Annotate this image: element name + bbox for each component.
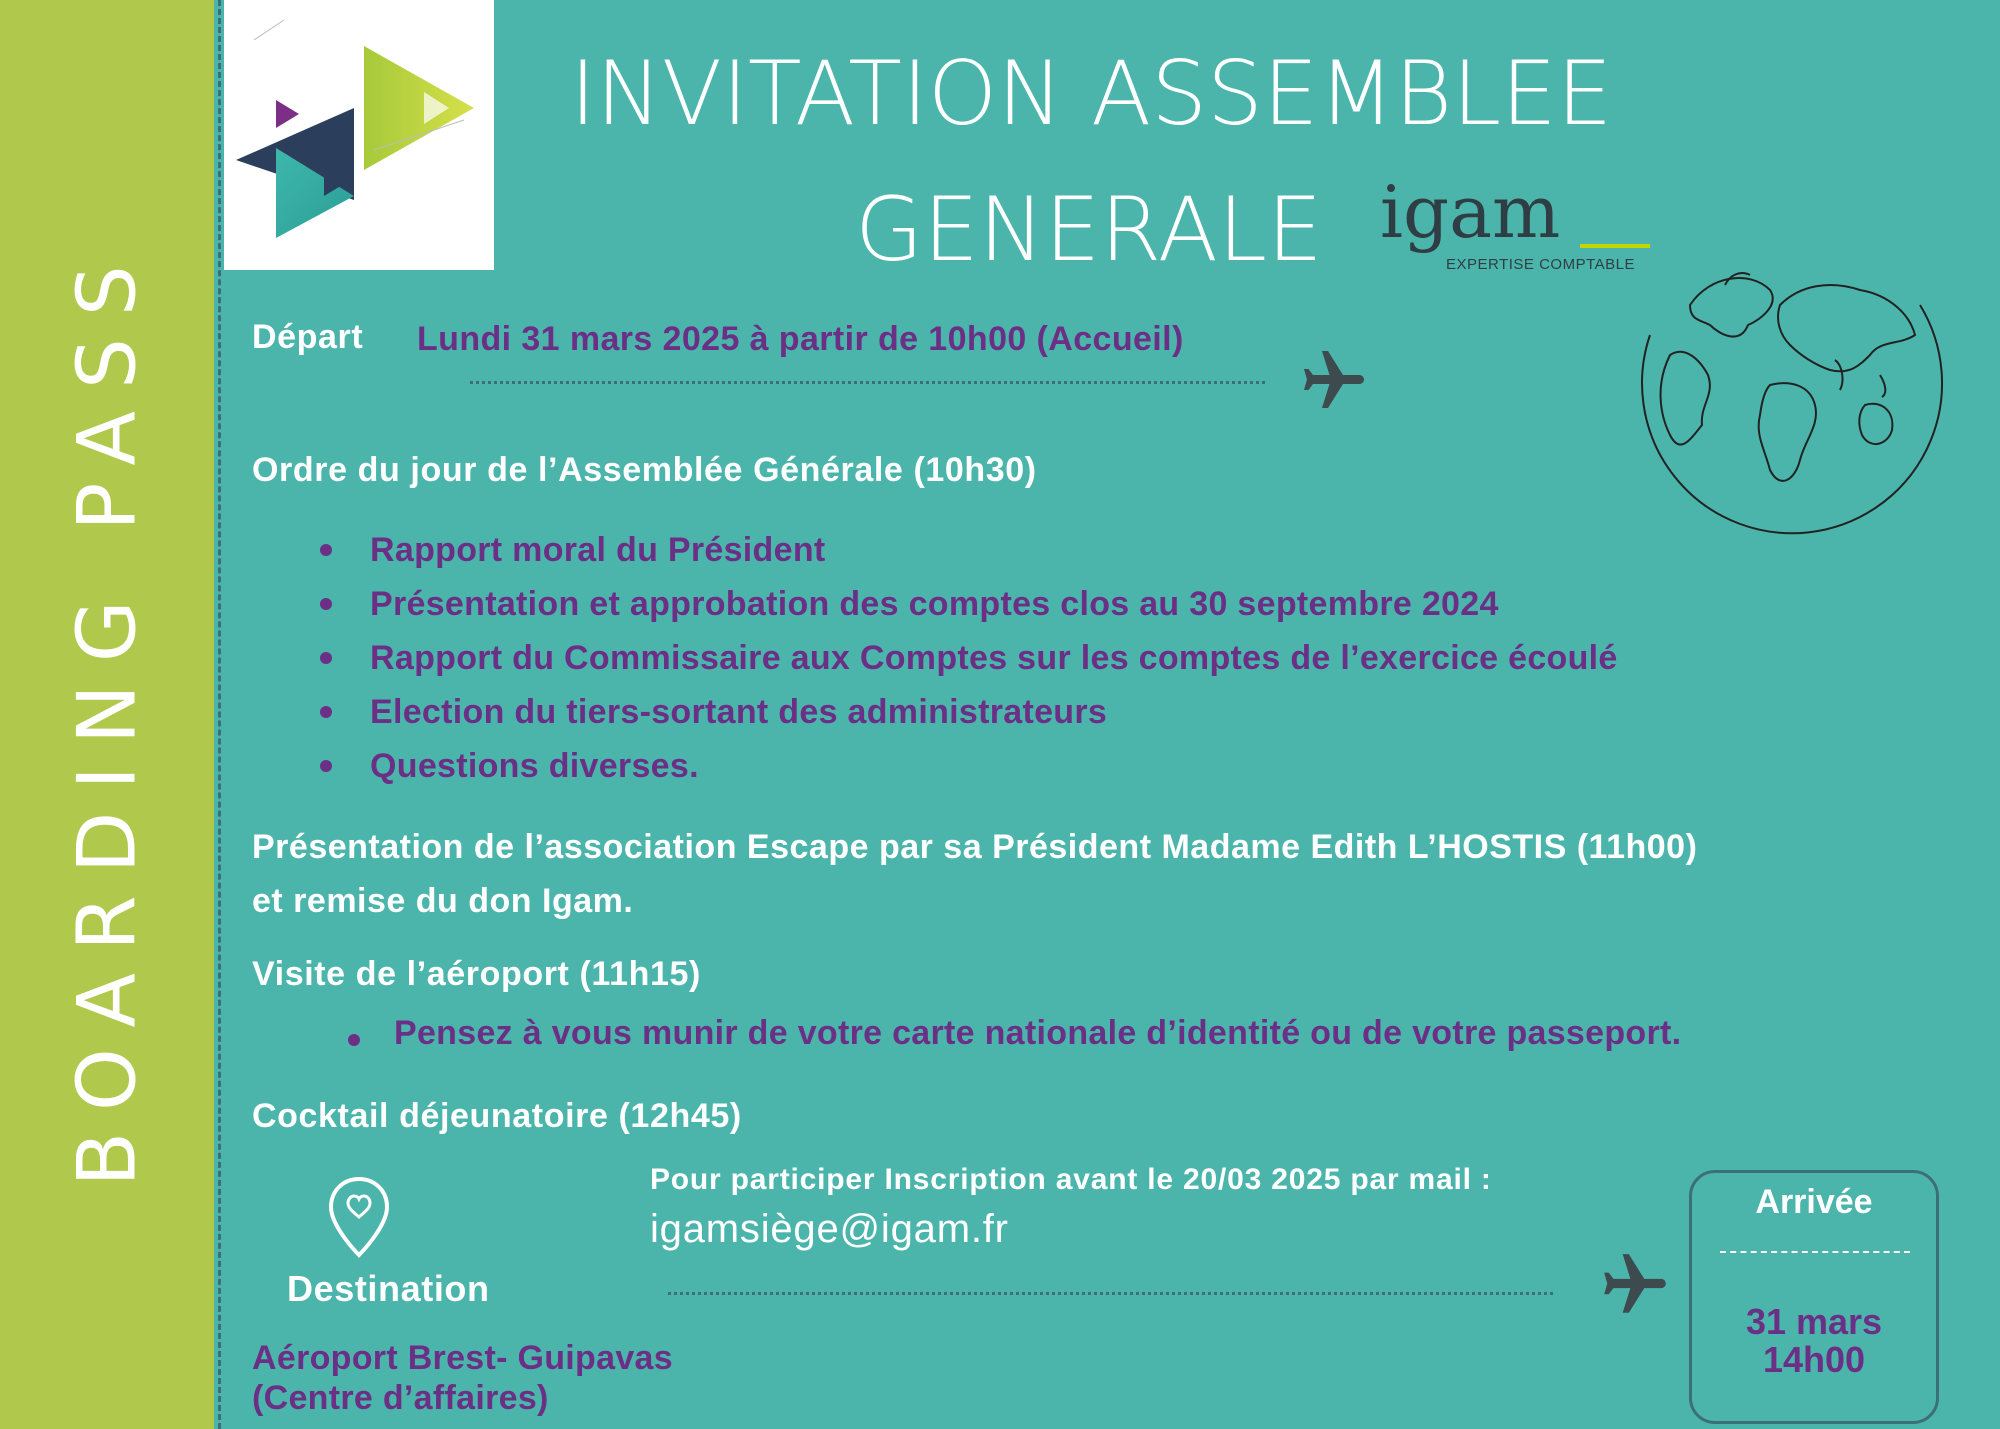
arrival-dashed-line xyxy=(1720,1251,1910,1253)
igam-logo xyxy=(1380,172,1650,282)
brand-underline xyxy=(1580,244,1650,248)
agenda-item-text: Election du tiers-sortant des administrateurs xyxy=(370,693,1108,731)
bullet xyxy=(320,544,332,556)
departure-dotted-line xyxy=(470,381,1265,384)
boarding-pass-label: BOARDING PASS xyxy=(60,243,154,1187)
arrival-date: 31 mars xyxy=(1745,1301,1883,1342)
bullet xyxy=(320,652,332,664)
departure-value: Lundi 31 mars 2025 à partir de 10h00 (Accueil) xyxy=(417,320,1184,358)
list-item xyxy=(320,742,1618,796)
triangle-logo xyxy=(224,0,494,270)
list-item xyxy=(320,688,1618,742)
bullet xyxy=(320,760,332,772)
brand-tagline: EXPERTISE COMPTABLE xyxy=(1446,256,1635,273)
presentation-paragraph xyxy=(252,820,1972,928)
page-title-line2: GENERALE xyxy=(855,178,1323,281)
page-title-line1: INVITATION ASSEMBLEE xyxy=(570,42,1613,145)
bullet xyxy=(320,598,332,610)
list-item xyxy=(320,634,1618,688)
visit-note-text: Pensez à vous munir de votre carte nationale d’identité ou de votre passeport. xyxy=(394,1014,1682,1052)
globe-icon xyxy=(1630,265,1950,575)
bullet xyxy=(348,1034,360,1046)
registration-email[interactable]: igamsiège@igam.fr xyxy=(650,1207,1009,1251)
location-heart-pin-icon xyxy=(326,1175,392,1259)
agenda-list xyxy=(320,526,1618,796)
agenda-item-text: Rapport moral du Président xyxy=(370,531,826,569)
cocktail-heading: Cocktail déjeunatoire (12h45) xyxy=(252,1097,742,1135)
arrival-box xyxy=(1689,1170,1939,1424)
registration-text: Pour participer Inscription avant le 20/03 2025 par mail : xyxy=(650,1163,1492,1196)
presentation-line2: et remise du don Igam. xyxy=(252,882,634,920)
list-item xyxy=(320,580,1618,634)
brand-name: igam xyxy=(1380,170,1561,254)
arrival-time: 14h00 xyxy=(1762,1339,1866,1380)
arrival-label: Arrivée xyxy=(1755,1183,1873,1221)
agenda-heading: Ordre du jour de l’Assemblée Générale (10h30) xyxy=(252,451,1037,489)
address-line2: (Centre d’affaires) xyxy=(252,1379,549,1417)
bullet xyxy=(320,706,332,718)
agenda-item-text: Présentation et approbation des comptes clos au 30 septembre 2024 xyxy=(370,585,1499,623)
airplane-icon xyxy=(1298,345,1370,417)
address-line1: Aéroport Brest- Guipavas xyxy=(252,1339,673,1377)
visit-note xyxy=(348,1014,1681,1053)
registration-dotted-line xyxy=(668,1292,1553,1295)
perforation-line xyxy=(218,0,221,1429)
destination-address xyxy=(252,1338,673,1418)
sidebar xyxy=(0,0,214,1429)
agenda-item-text: Rapport du Commissaire aux Comptes sur les comptes de l’exercice écoulé xyxy=(370,639,1618,677)
agenda-item-text: Questions diverses. xyxy=(370,747,699,785)
visit-heading: Visite de l’aéroport (11h15) xyxy=(252,955,701,993)
arrival-datetime xyxy=(1692,1303,1936,1379)
airplane-icon xyxy=(1598,1248,1672,1322)
destination-label: Destination xyxy=(287,1268,490,1309)
triangle-logo-icon xyxy=(224,0,494,270)
departure-label: Départ xyxy=(252,318,364,356)
list-item xyxy=(320,526,1618,580)
presentation-line1: Présentation de l’association Escape par sa Président Madame Edith L’HOSTIS (11h00) xyxy=(252,828,1698,866)
